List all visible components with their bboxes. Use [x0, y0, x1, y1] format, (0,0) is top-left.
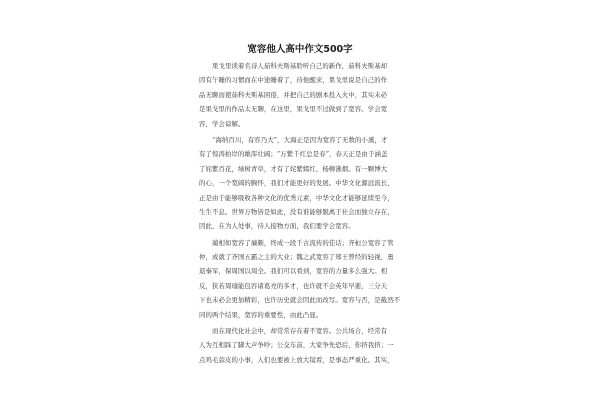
text-line: 的心，一个宽阔的胸怀，我们才能更好的发展。中华文化源远流长，	[199, 179, 394, 188]
text-line: 反，狭若周瑜能包容诸葛亮的多才，也许就不会英年早逝，三分天	[199, 281, 388, 290]
document-body	[199, 59, 406, 369]
text-line: 生生不息。世界万物皆是如此，没有谁能够脱离于社会而独立存在，	[199, 207, 394, 216]
paragraph	[199, 236, 406, 322]
text-line: 仲，成就了齐国五霸之主的大业；魏之武宽容了郑王曾经的轻视，勇	[199, 253, 394, 262]
text-line: 因有午睡的习惯而在中途睡着了，待他醒来，果戈里说是自己的作	[199, 76, 388, 85]
text-line: 了姹紫百花，绿树青草，才有了姹紫嫣红，杨柳沸烟。有一颗博大	[199, 164, 388, 173]
text-line: 退秦军，保周国以周全。我们可以看到，宽容的力量多么强大。相	[199, 267, 388, 276]
text-line: 正是由于能够吸收各种文化的优秀元素，中华文化才能够延续至今，	[199, 193, 394, 202]
paragraph	[199, 324, 406, 367]
text-line: 点鸡毛蒜皮的小事，人们也要被上放大镜看，是事态严重化。其实，	[199, 355, 394, 364]
text-line: 下也未必会更加精彩，也许历史就会因此而改写。宽容与否，是截然不	[199, 296, 401, 305]
text-line: 人为互相踩了脚大声争吵；公交车前，大家争先恐后，你挤我挤；一	[199, 341, 394, 350]
text-line: 是果戈里的作品太无聊，在这里，果戈里不过做到了宽容。学会宽	[199, 105, 388, 114]
document-title: 宽容他人高中作文500字	[247, 44, 353, 55]
paragraph	[199, 59, 406, 131]
text-line: 同的两个结果，宽容的重要性，由此凸显。	[199, 310, 323, 319]
text-line: 容，学会谅解。	[199, 119, 245, 128]
text-line: 品无聊而使茹科夫斯基困倦，并把自己的剧本投入火中，其实未必	[199, 90, 388, 99]
text-line: “海纳百川，有容乃大”，大海正是因为宽容了无数的小溪，才	[212, 135, 388, 144]
text-line: 因此，在为人处事，待人接物方面，我们要学会宽容。	[199, 222, 355, 231]
text-line: 有了惊涛拍岸的雄浑壮阔；“万紫千红总是春”，春天正是由于涵盖	[199, 150, 388, 159]
paragraph	[199, 133, 406, 234]
text-line: 果戈里读着名诗人茹科夫斯基聆听自己的新作，茹科夫斯基却	[212, 62, 388, 70]
text-line: 蔺相如宽容了廉颇，终成一段千古流传的佳话；齐桓公宽容了管	[212, 238, 394, 247]
text-line: 而在现代化社会中，却常常存在着不宽容。公共场合，经常有	[212, 327, 388, 336]
